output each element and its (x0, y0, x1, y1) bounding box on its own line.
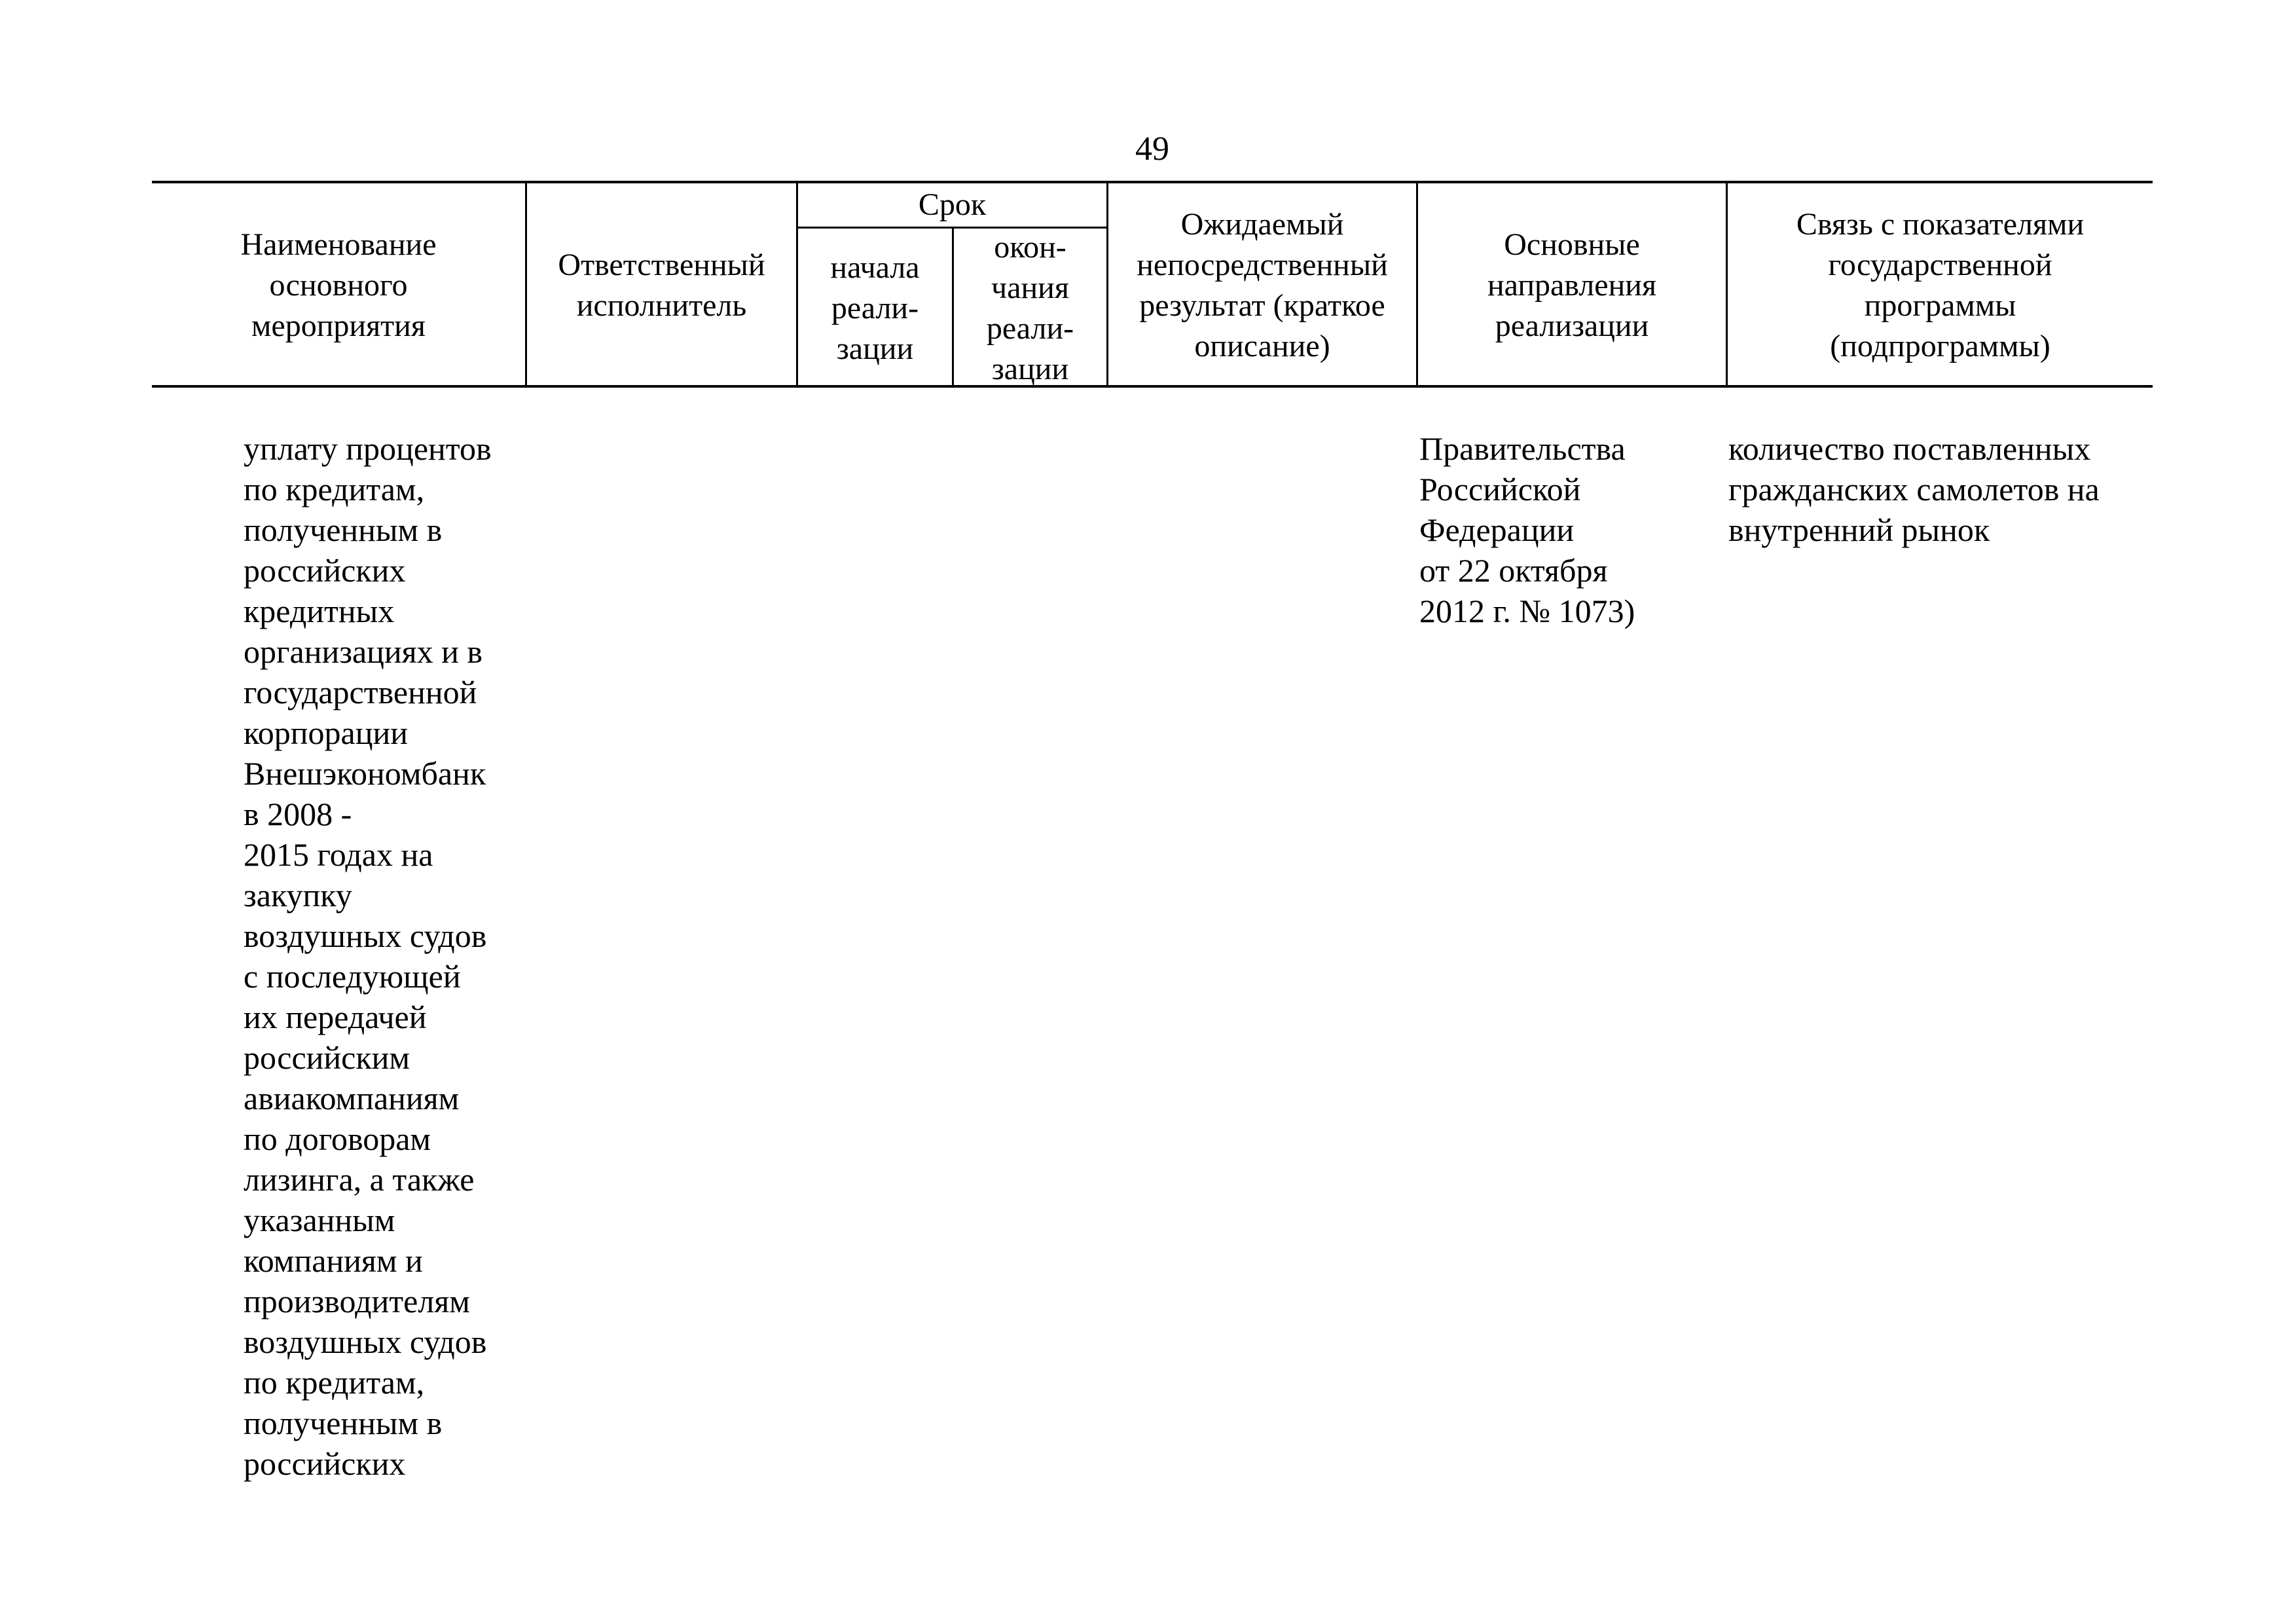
row-directions-cell: Правительства Российской Федерации от 22 октября 2012 г. № 1073) (1419, 430, 1635, 629)
header-term: Срок (918, 187, 987, 222)
row-link-cell: количество поставленных гражданских самолетов на внутренний рынок (1728, 430, 2100, 548)
row-name-cell: уплату процентов по кредитам, полученным в российских кредитных организациях и в государственной корпорации Внешэкономбанк в 2008 - 2015 годах на закупку воздушных судов с последующей их передачей российским авиакомпаниям по договорам лизинга, а также указанным компаниям и производителям воздушных судов по кредитам, полученным в российских (244, 430, 492, 1482)
header-expected-result: Ожидаемый непосредственный результат (краткое описание) (1137, 207, 1388, 363)
page-number: 49 (1135, 130, 1169, 168)
header-directions: Основные направления реализации (1487, 227, 1657, 343)
header-term-start: начала реали- зации (830, 249, 920, 366)
header-name: Наименование основного мероприятия (240, 227, 437, 343)
table-header (152, 181, 2153, 388)
header-link: Связь с показателями государственной программы (подпрограммы) (1796, 207, 2085, 363)
header-term-end: окон- чания реали- зации (986, 229, 1074, 386)
header-executor: Ответственный исполнитель (558, 248, 765, 323)
